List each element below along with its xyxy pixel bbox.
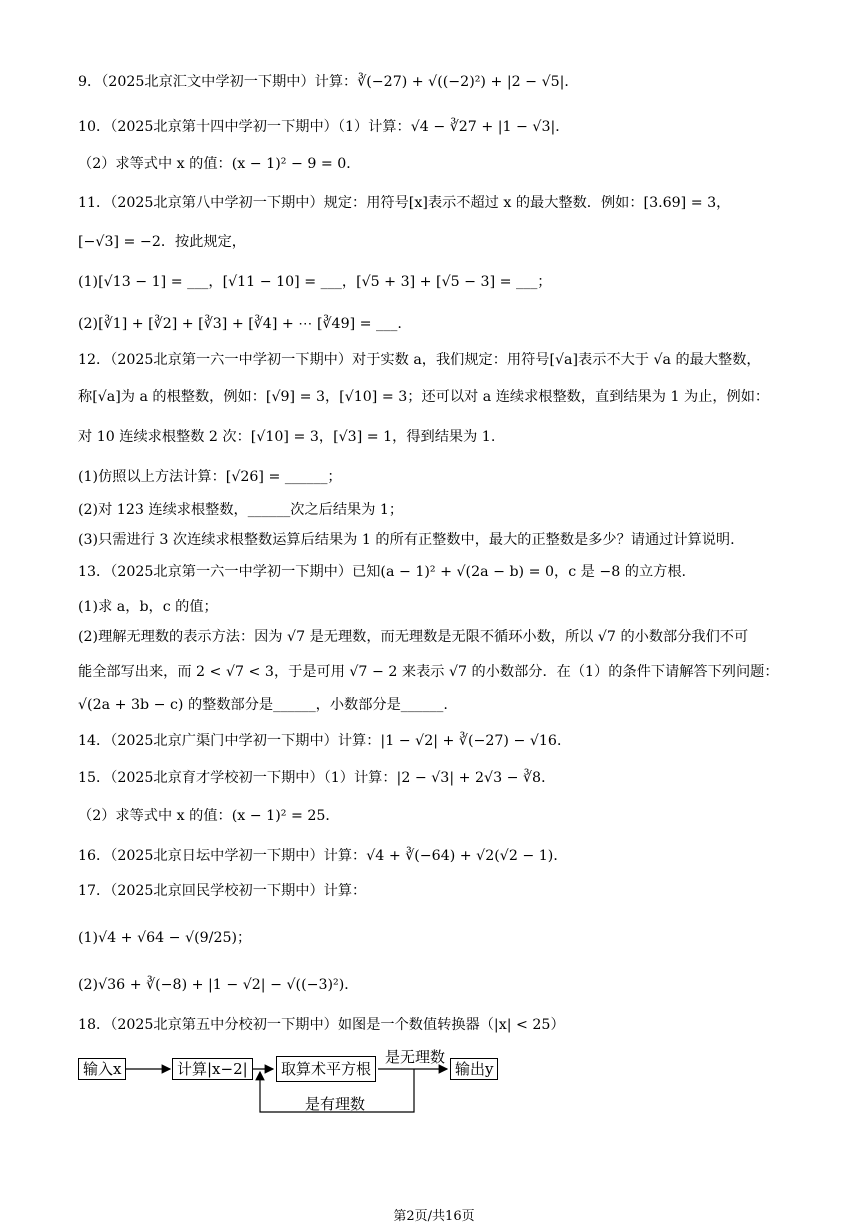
text-line: 能全部写出来，而 2 < √7 < 3，于是可用 √7 − 2 来表示 √7 的小数部分．在（1）的条件下请解答下列问题：: [78, 664, 779, 680]
text-line: (1)仿照以上方法计算：[√26] = ______；: [78, 469, 342, 485]
text-line: (1)√4 + √64 − √(9/25)；: [78, 930, 252, 946]
text-line: 18．（2025北京第五中分校初一下期中）如图是一个数值转换器（|x| < 25）: [78, 1017, 565, 1033]
text-line: 10．（2025北京第十四中学初一下期中）（1）计算：√4 − ∛27 + |1 − √3|．: [78, 119, 570, 135]
text-line: 称[√a]为 a 的根整数，例如：[√9] = 3，[√10] = 3；还可以对 a 连续求根整数，直到结果为 1 为止，例如：: [78, 389, 770, 405]
text-line: 14．（2025北京广渠门中学初一下期中）计算：|1 − √2| + ∛(−27) − √16．: [78, 733, 572, 749]
text-line: [−√3] = −2．按此规定，: [78, 234, 246, 250]
text-line: 13．（2025北京第一六一中学初一下期中）已知(a − 1)² + √(2a − b) = 0，c 是 −8 的立方根.: [78, 564, 687, 580]
flow-rational-label: 是有理数: [305, 1095, 366, 1113]
text-line: 9．（2025北京汇文中学初一下期中）计算：∛(−27) + √((−2)²) + |2 − √5|．: [78, 74, 579, 90]
text-line: （2）求等式中 x 的值：(x − 1)² = 25．: [78, 808, 340, 824]
text-line: 16．（2025北京日坛中学初一下期中）计算：√4 + ∛(−64) + √2(√2 − 1)．: [78, 848, 568, 864]
text-line: (2)√36 + ∛(−8) + |1 − √2| − √((−3)²)．: [78, 977, 359, 993]
text-line: 12．（2025北京第一六一中学初一下期中）对于实数 a，我们规定：用符号[√a]表示不大于 √a 的最大整数，: [78, 352, 761, 368]
text-line: √(2a + 3b − c) 的整数部分是______，小数部分是______.: [78, 697, 448, 713]
flow-sqrt-box: 取算术平方根: [276, 1056, 376, 1082]
flow-output-box: 输出y: [450, 1058, 498, 1080]
text-line: (1)求 a，b，c 的值；: [78, 599, 218, 615]
flow-irrational-label: 是无理数: [385, 1048, 446, 1066]
flow-input-box: 输入x: [78, 1058, 126, 1080]
flow-calc-box: 计算|x−2|: [172, 1058, 253, 1080]
text-line: (2)理解无理数的表示方法：因为 √7 是无理数，而无理数是无限不循环小数，所以 √7 的小数部分我们不可: [78, 629, 749, 645]
text-line: (2)对 123 连续求根整数，______次之后结果为 1；: [78, 502, 404, 518]
text-line: 对 10 连续求根整数 2 次：[√10] = 3，[√3] = 1，得到结果为 1.: [78, 429, 496, 445]
text-line: (3)只需进行 3 次连续求根整数运算后结果为 1 的所有正整数中，最大的正整数是多少？请通过计算说明.: [78, 532, 735, 548]
text-line: 15．（2025北京育才学校初一下期中）（1）计算：|2 − √3| + 2√3 − ∛8．: [78, 770, 556, 786]
page-footer: 第2页/共16页: [393, 1209, 475, 1224]
text-line: 11．（2025北京第八中学初一下期中）规定：用符号[x]表示不超过 x 的最大整数．例如：[3.69] = 3，: [78, 195, 731, 211]
text-line: （2）求等式中 x 的值：(x − 1)² − 9 = 0．: [78, 156, 361, 172]
text-line: 17．（2025北京回民学校初一下期中）计算：: [78, 883, 367, 899]
text-line: (1)[√13 − 1] = ___，[√11 − 10] = ___，[√5 + 3] + [√5 − 3] = ___；: [78, 274, 552, 290]
text-line: (2)[∛1] + [∛2] + [∛3] + [∛4] + ⋯ [∛49] = ___.: [78, 316, 402, 332]
